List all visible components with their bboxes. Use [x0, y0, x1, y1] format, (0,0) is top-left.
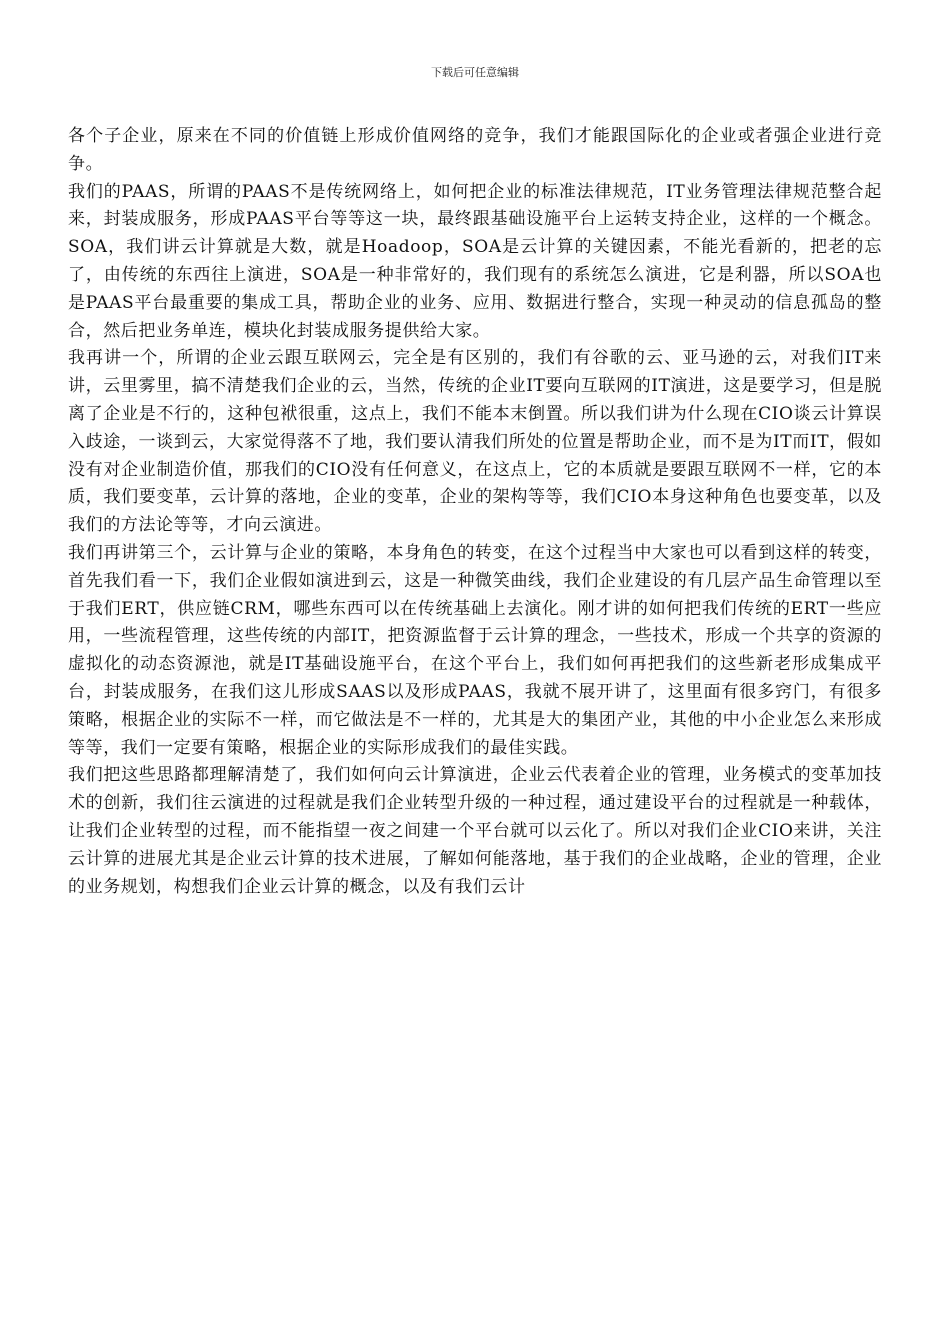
paragraph-2: 我们的PAAS，所谓的PAAS不是传统网络上，如何把企业的标准法律规范，IT业务管理法律规范整合起来，封装成服务，形成PAAS平台等等这一块，最终跟基础设施平台上运转支持企业，这样的一个概念。SOA，我们讲云计算就是大数，就是Hoadoop，SOA是云计算的关键因素，不能光看新的，把老的忘了，由传统的东西往上演进，SOA是一种非常好的，我们现有的系统怎么演进，它是利器，所以SOA也是PAAS平台最重要的集成工具，帮助企业的业务、应用、数据进行整合，实现一种灵动的信息孤岛的整合，然后把业务单连，模块化封装成服务提供给大家。	[68, 181, 882, 341]
page-header: 下载后可任意编辑	[431, 66, 519, 79]
paragraph-4: 我们再讲第三个，云计算与企业的策略，本身角色的转变，在这个过程当中大家也可以看到这样的转变，首先我们看一下，我们企业假如演进到云，这是一种微笑曲线，我们企业建设的有几层产品生命管理以至于我们ERT，供应链CRM，哪些东西可以在传统基础上去演化。刚才讲的如何把我们传统的ERT一些应用，一些流程管理，这些传统的内部IT，把资源监督于云计算的理念，一些技术，形成一个共享的资源的虚拟化的动态资源池，就是IT基础设施平台，在这个平台上，我们如何再把我们的这些新老形成集成平台，封装成服务，在我们这儿形成SAAS以及形成PAAS，我就不展开讲了，这里面有很多窍门，有很多策略，根据企业的实际不一样，而它做法是不一样的，尤其是大的集团产业，其他的中小企业怎么来形成等等，我们一定要有策略，根据企业的实际形成我们的最佳实践。	[68, 542, 882, 758]
paragraph-1: 各个子企业，原来在不同的价值链上形成价值网络的竞争，我们才能跟国际化的企业或者强企业进行竞争。	[68, 126, 882, 174]
paragraph-3: 我再讲一个，所谓的企业云跟互联网云，完全是有区别的，我们有谷歌的云、亚马逊的云，对我们IT来讲，云里雾里，搞不清楚我们企业的云，当然，传统的企业IT要向互联网的IT演进，这是要学习，但是脱离了企业是不行的，这种包袱很重，这点上，我们不能本末倒置。所以我们讲为什么现在CIO谈云计算误入歧途，一谈到云，大家觉得落不了地，我们要认清我们所处的位置是帮助企业，而不是为IT而IT，假如没有对企业制造价值，那我们的CIO没有任何意义，在这点上，它的本质就是要跟互联网不一样，它的本质，我们要变革，云计算的落地，企业的变革，企业的架构等等，我们CIO本身这种角色也要变革，以及我们的方法论等等，才向云演进。	[68, 348, 882, 536]
paragraph-5: 我们把这些思路都理解清楚了，我们如何向云计算演进，企业云代表着企业的管理，业务模式的变革加技术的创新，我们往云演进的过程就是我们企业转型升级的一种过程，通过建设平台的过程就是一种载体，让我们企业转型的过程，而不能指望一夜之间建一个平台就可以云化了。所以对我们企业CIO来讲，关注云计算的进展尤其是企业云计算的技术进展，了解如何能落地，基于我们的企业战略，企业的管理，企业的业务规划，构想我们企业云计算的概念，以及有我们云计	[68, 765, 882, 897]
document-body	[68, 123, 882, 901]
